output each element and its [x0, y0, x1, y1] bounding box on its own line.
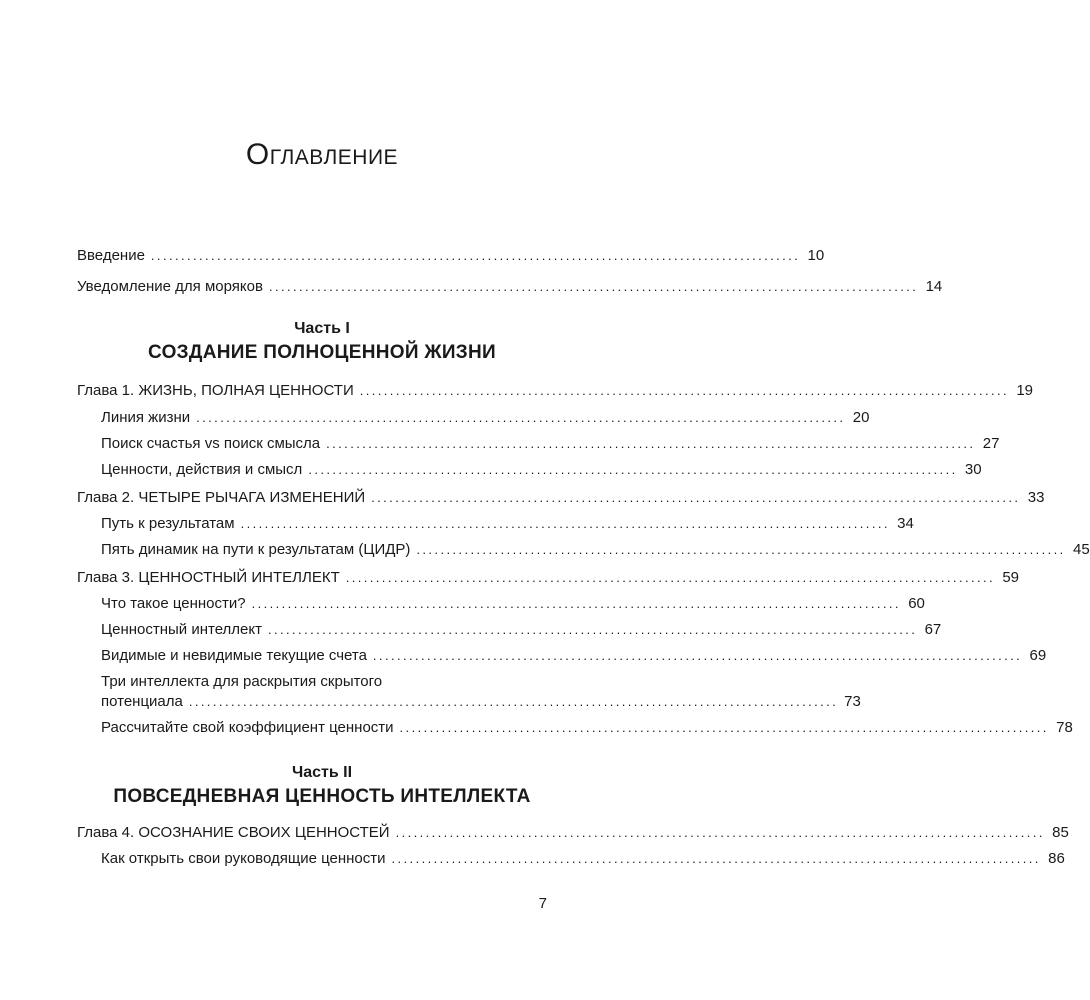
toc-entry[interactable] — [101, 594, 925, 614]
toc-entry-label: Глава 1. ЖИЗНЬ, ПОЛНАЯ ЦЕННОСТИ — [77, 382, 354, 399]
toc-chapter-2[interactable] — [77, 488, 1045, 508]
toc-entry-label: Что такое ценности? — [101, 595, 246, 612]
toc-entry[interactable] — [101, 646, 1047, 666]
toc-entry-line2 — [101, 692, 861, 712]
toc-entry-label: Введение — [77, 247, 145, 264]
dot-leader: ............................................................................................................ — [268, 622, 918, 637]
toc-entry-label: Линия жизни — [101, 409, 191, 426]
toc-entry-page: 59 — [1002, 569, 1020, 586]
toc-entry-page: 45 — [1073, 541, 1090, 558]
toc-entry-label-line1: Три интеллекта для раскрытия скрытого — [101, 673, 383, 690]
toc-entry-page: 60 — [908, 595, 925, 612]
dot-leader: ............................................................................................................ — [391, 851, 1041, 866]
toc-entry-page: 20 — [852, 409, 870, 426]
toc-entry-label: Пять динамик на пути к результатам (ЦИДР) — [101, 541, 411, 558]
toc-entry-page: 19 — [1016, 382, 1034, 399]
dot-leader: ............................................................................................................ — [345, 570, 996, 585]
dot-leader: ............................................................................................................ — [359, 383, 1010, 398]
dot-leader: ............................................................................................................ — [240, 516, 890, 531]
dot-leader: ............................................................................................................ — [308, 462, 958, 477]
toc-entry[interactable] — [101, 718, 1073, 738]
toc-entry-multiline[interactable] — [101, 672, 861, 712]
toc-entry[interactable] — [101, 540, 1090, 560]
dot-leader: ............................................................................................................ — [395, 825, 1045, 840]
dot-leader: ............................................................................................................ — [150, 248, 801, 263]
toc-entry-page: 30 — [964, 461, 982, 478]
part-heading-2 — [0, 762, 644, 810]
toc-entry-page: 73 — [844, 693, 861, 710]
toc-entry-label: Уведомление для моряков — [77, 278, 263, 295]
toc-entry-page: 27 — [982, 435, 1000, 452]
part-heading-1 — [0, 318, 644, 366]
toc-entry-page: 85 — [1052, 824, 1069, 841]
dot-leader: ............................................................................................................ — [188, 694, 839, 709]
toc-title: Оглавление — [245, 138, 399, 171]
toc-entry-page: 67 — [924, 621, 942, 638]
toc-entry[interactable] — [101, 849, 1065, 869]
dot-leader: ............................................................................................................ — [416, 542, 1066, 557]
toc-entry-label: Глава 2. ЧЕТЫРЕ РЫЧАГА ИЗМЕНЕНИЙ — [77, 489, 366, 506]
toc-entry-page: 78 — [1056, 719, 1073, 736]
dot-leader: ............................................................................................................ — [251, 596, 901, 611]
toc-entry[interactable] — [101, 514, 914, 534]
toc-entry-page: 33 — [1027, 489, 1045, 506]
part-number: Часть I — [294, 320, 350, 337]
toc-entry-label: Поиск счастья vs поиск смысла — [101, 435, 321, 452]
toc-entry-page: 14 — [925, 278, 943, 295]
toc-entry[interactable] — [101, 460, 982, 480]
toc-entry-label: Ценности, действия и смысл — [101, 461, 303, 478]
toc-chapter-3[interactable] — [77, 568, 1020, 588]
toc-entry-label: Видимые и невидимые текущие счета — [101, 647, 367, 664]
dot-leader: ............................................................................................................ — [326, 436, 976, 451]
part-number: Часть II — [291, 764, 353, 781]
toc-entry-introduction[interactable] — [77, 246, 825, 266]
toc-entry[interactable] — [101, 620, 942, 640]
part-name: СОЗДАНИЕ ПОЛНОЦЕННОЙ ЖИЗНИ — [148, 342, 496, 363]
toc-entry[interactable] — [101, 408, 870, 428]
toc-chapter-1[interactable] — [77, 381, 1034, 401]
toc-entry-label: Рассчитайте свой коэффициент ценности — [101, 719, 394, 736]
dot-leader: ............................................................................................................ — [372, 648, 1023, 663]
dot-leader: ............................................................................................................ — [371, 490, 1021, 505]
toc-entry-label: Как открыть свои руководящие ценности — [101, 850, 386, 867]
toc-entry-notice[interactable] — [77, 277, 943, 297]
toc-entry-label: Путь к результатам — [101, 515, 235, 532]
dot-leader: ............................................................................................................ — [196, 410, 846, 425]
toc-entry-page: 86 — [1048, 850, 1065, 867]
toc-entry-page: 69 — [1029, 647, 1047, 664]
toc-entry[interactable] — [101, 434, 1000, 454]
toc-entry-page: 10 — [807, 247, 825, 264]
toc-entry-label: Ценностный интеллект — [101, 621, 262, 638]
toc-entry-label-line2: потенциала — [101, 693, 183, 710]
toc-entry-label: Глава 4. ОСОЗНАНИЕ СВОИХ ЦЕННОСТЕЙ — [77, 824, 390, 841]
dot-leader: ............................................................................................................ — [399, 720, 1049, 735]
dot-leader: ............................................................................................................ — [268, 279, 919, 294]
part-name: ПОВСЕДНЕВНАЯ ЦЕННОСТЬ ИНТЕЛЛЕКТА — [113, 786, 531, 807]
page-number: 7 — [538, 895, 547, 912]
toc-entry-page: 34 — [897, 515, 914, 532]
toc-chapter-4[interactable] — [77, 823, 1069, 843]
toc-entry-label: Глава 3. ЦЕННОСТНЫЙ ИНТЕЛЛЕКТ — [77, 569, 340, 586]
